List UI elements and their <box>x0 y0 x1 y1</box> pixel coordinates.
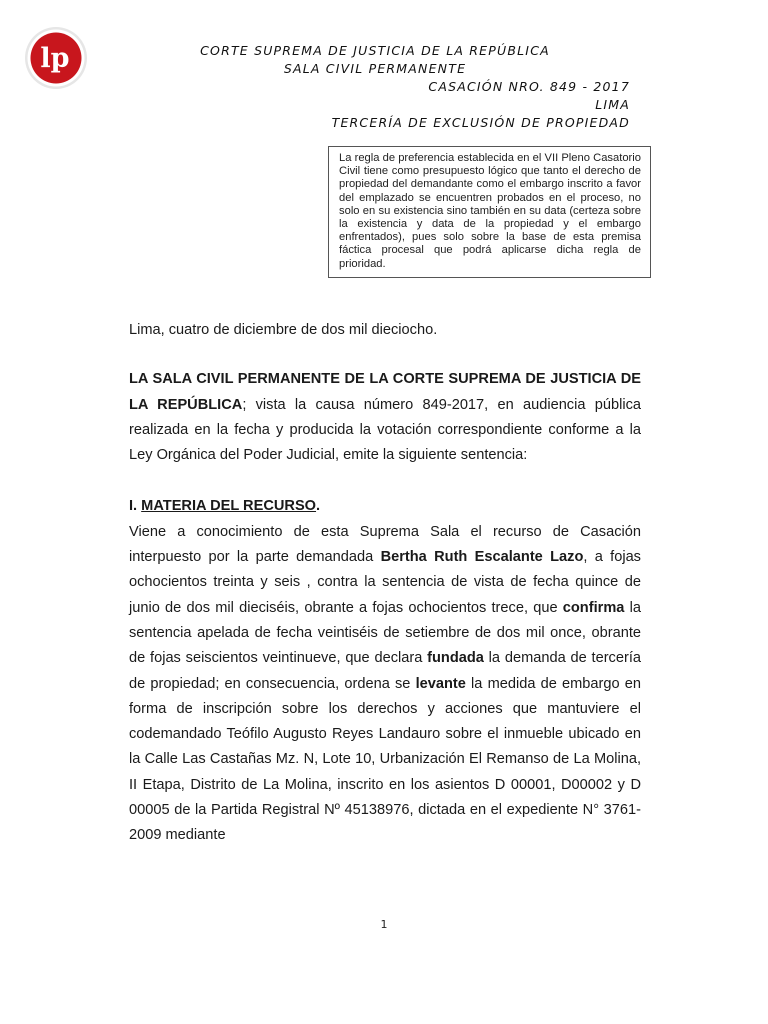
intro-text: ; vista la causa número 849-2017, en audiencia pública realizada en la fecha y producida la votación correspondiente conforme a la Ley Orgánica del Poder Judicial, emite la siguiente sentencia: <box>129 396 641 464</box>
chamber-name: SALA CIVIL PERMANENTE <box>283 61 467 76</box>
document-body <box>129 318 641 849</box>
logo-text: lp <box>40 43 70 74</box>
section-number: I. <box>129 498 142 515</box>
summary-box: La regla de preferencia establecida en el VII Pleno Casatorio Civil tiene como presupuesto lógico que tanto el derecho de propiedad del demandante como el embargo inscrito a favor del emplazado se encuentren probados en el proceso, no solo en su existencia sino también en su data (certeza sobre la existencia y data de la propiedad y el embargo enfrentados), pues solo sobre la base de esta premisa fáctica procesal que podrá aplicarse dicha regla de prioridad. <box>328 146 651 278</box>
case-number: CASACIÓN NRO. 849 - 2017 <box>428 79 630 94</box>
section-bold-4: levante <box>415 675 466 692</box>
section-period: . <box>316 498 321 515</box>
section-text-2: , a fojas ochocientos treinta y seis , contra la sentencia de vista de fecha quince de junio de dos mil dieciséis, obrante a fojas ochocientos trece, que <box>129 549 641 616</box>
court-name: CORTE SUPREMA DE JUSTICIA DE LA REPÚBLICA <box>200 43 550 58</box>
section-text-1: Viene a conocimiento de esta Suprema Sala el recurso de Casación interpuesto por la parte demandada <box>129 523 641 566</box>
date-line: Lima, cuatro de diciembre de dos mil dieciocho. <box>129 322 438 338</box>
section-text-3: la sentencia apelada de fecha veintiséis de setiembre de dos mil once, obrante de fojas seiscientos veintinueve, que declara <box>129 599 641 667</box>
section-bold-3: fundada <box>427 650 484 667</box>
section-text-4: la demanda de tercería de propiedad; en consecuencia, ordena se <box>129 650 641 692</box>
page-number: 1 <box>380 918 388 931</box>
section-text-5: la medida de embargo en forma de inscripción sobre los derechos y acciones que mantuviere el codemandado Teófilo Augusto Reyes Landauro sobre el inmueble ubicado en la Calle Las Castañas Mz. N, Lote 10, Urbanización El Remanso de La Molina, II Etapa, Distrito de La Molina, inscrito en los asientos D 00001, D00002 y D 00005 de la Partida Registral Nº 45138976, dictada en el expediente N° 3761-2009 mediante <box>129 675 642 844</box>
intro-bold: LA SALA CIVIL PERMANENTE DE LA CORTE SUPREMA DE JUSTICIA DE LA REPÚBLICA <box>129 371 641 413</box>
intro-paragraph <box>129 367 641 468</box>
case-subject: TERCERÍA DE EXCLUSIÓN DE PROPIEDAD <box>331 115 630 130</box>
section-paragraph <box>129 520 641 849</box>
lp-logo-icon <box>24 26 88 90</box>
case-city: LIMA <box>595 97 630 112</box>
section-bold-1: Bertha Ruth Escalante Lazo <box>380 549 584 566</box>
section-heading <box>129 494 641 519</box>
document-header <box>150 42 630 132</box>
section-bold-2: confirma <box>562 599 625 616</box>
section-title: MATERIA DEL RECURSO <box>141 498 317 515</box>
